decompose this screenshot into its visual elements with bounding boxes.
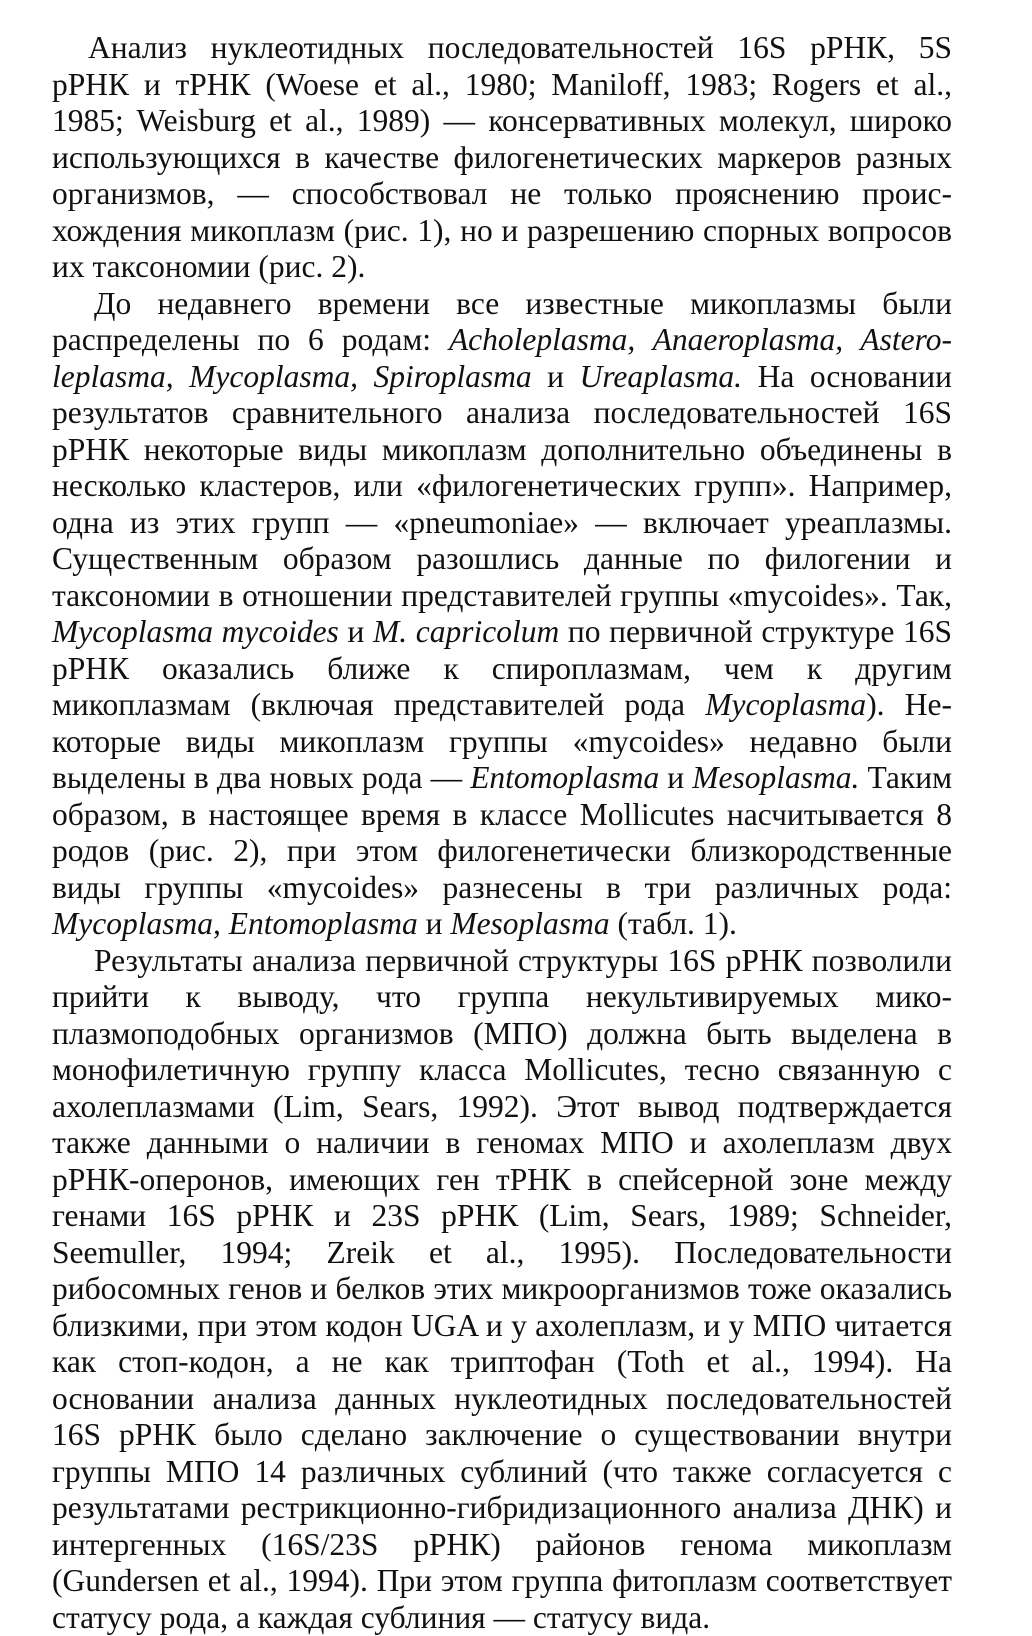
text-run: Таким образом, в настоящее время в классе Mollicutes насчитывается 8 родов (рис. 2), при этом филогенетически близкородственные виды группы «mycoides» разнесены в три различных рода: (52, 760, 952, 905)
italic-text-run: Acholeplasma, Anaeroplasma, Asteroleplasma, Mycoplasma, Spiroplasma (52, 322, 952, 394)
italic-text-run: Mesoplasma. (692, 760, 859, 795)
italic-text-run: Mesoplasma (450, 906, 609, 941)
text-run: ). Некоторые виды микоплазм группы «mycoides» недавно были выделены в два новых рода — (52, 687, 952, 795)
italic-text-run: Mycoplasma, Entomoplasma (52, 906, 418, 941)
italic-text-run: Mycoplasma (705, 687, 866, 722)
text-run: по первичной структуре 16S рРНК оказались ближе к спироплазмам, чем к другим микоплазмам (включая представителей рода (52, 614, 952, 722)
paragraph-mycoplasma-genera (52, 286, 952, 943)
text-run: Результаты анализа первичной структуры 16S рРНК позволили прийти к выводу, что группа некультивируемых микоплазмоподобных организмов (МПО) должна быть выделена в монофилетичную группу класса Mollicutes, тесно связанную с ахолеплазмами (Lim, Sears, 1992). Этот вывод подтверждается также данными о наличии в геномах МПО и ахолеплазм двух рРНК-оперонов, имеющих ген тРНК в спейсерной зоне между генами 16S рРНК и 23S рРНК (Lim, Sears, 1989; Schneider, Seemuller, 1994; Zreik et al., 1995). Последовательности рибосомных генов и белков этих микроорганизмов тоже оказались близкими, при этом кодон UGA и у ахолеплазм, и у МПО читается как стоп-кодон, а не как триптофан (Toth et al., 1994). На основании анализа данных нуклеотидных последовательностей 16S рРНК было сделано заключение о существовании внутри группы МПО 14 различных сублиний (что также согласуется с результатами рестрикционно-гибридизационного анализа ДНК) и интергенных (16S/23S рРНК) районов генома микоплазм (Gundersen et al., 1994). При этом группа фитоплазм соответствует статусу рода, а каждая сублиния — статусу вида. (52, 943, 952, 1635)
text-run: и (532, 359, 580, 394)
text-run: Анализ нуклеотидных последовательностей 16S рРНК, 5S рРНК и тРНК (Woese et al., 1980; Maniloff, 1983; Rogers et al., 1985; Weisburg et al., 1989) — консервативных молекул, широко использующихся в качестве филогенетических маркеров разных организмов, — способствовал не только прояснению происхождения микоплазм (рис. 1), но и разрешению спорных вопросов их таксономии (рис. 2). (52, 30, 952, 284)
italic-text-run: Mycoplasma mycoides (52, 614, 339, 649)
text-run: (табл. 1). (610, 906, 737, 941)
paragraph-phylogenetic-markers (52, 30, 952, 286)
text-run: и (659, 760, 692, 795)
document-page (52, 30, 952, 1636)
text-run: и (339, 614, 373, 649)
text-run: и (418, 906, 451, 941)
paragraph-mlo-analysis (52, 943, 952, 1636)
italic-text-run: Ureaplasma. (580, 359, 742, 394)
text-run: До недавнего времени все известные микоплазмы были распределены по 6 родам: (52, 286, 952, 358)
text-run: На основании результатов сравнительного анализа последовательностей 16S рРНК некоторые виды микоплазм дополнительно объединены в несколько кластеров, или «филогенетических групп». Например, одна из этих групп — «pneumoniae» — включает уреаплазмы. Существенным образом разошлись данные по филогении и таксономии в отношении представителей группы «mycoides». Так, (52, 359, 952, 613)
italic-text-run: M. capricolum (373, 614, 559, 649)
italic-text-run: Entomoplasma (470, 760, 659, 795)
